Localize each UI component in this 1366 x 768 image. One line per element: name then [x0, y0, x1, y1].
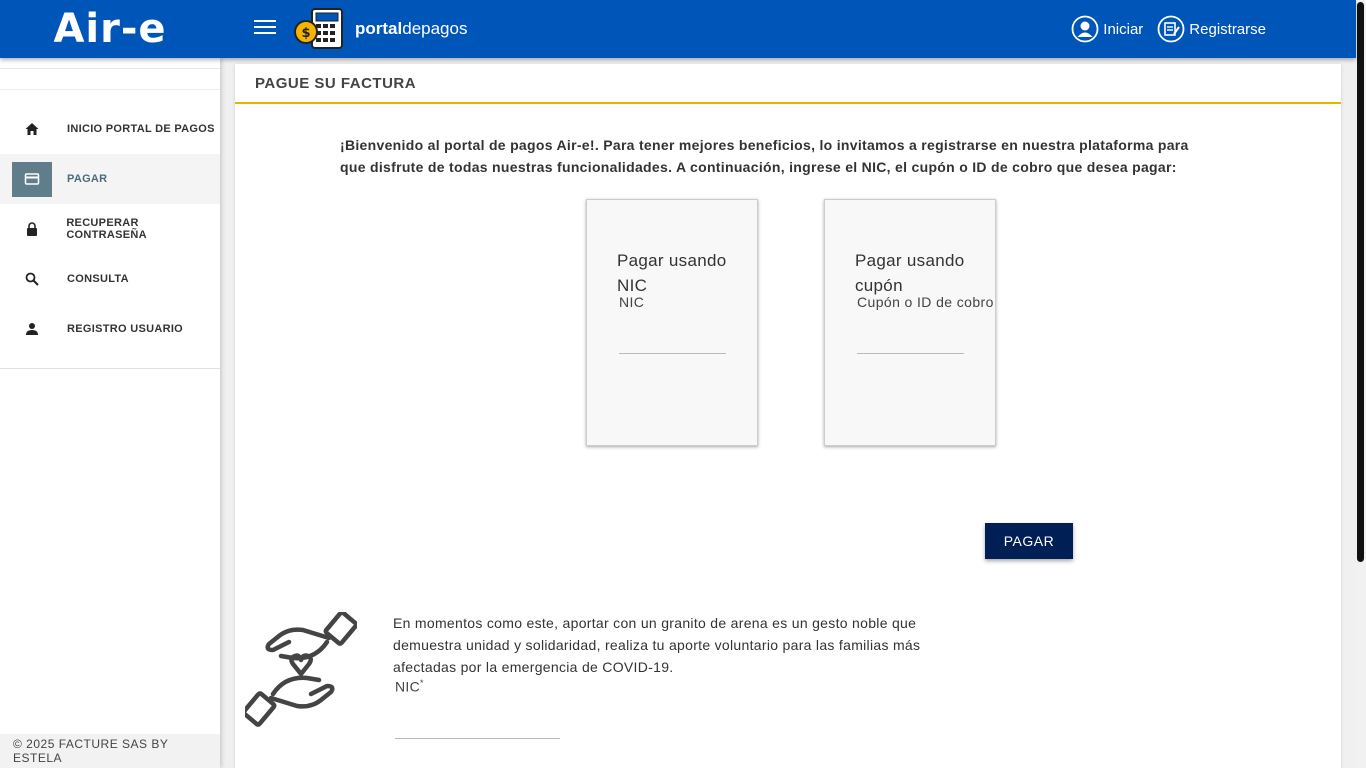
- sidebar-item-registro-usuario[interactable]: [0, 304, 220, 354]
- pay-by-coupon-option[interactable]: [824, 199, 996, 446]
- sidebar-item-label: PAGAR: [67, 173, 108, 185]
- pay-by-coupon-title: Pagar usando cupón: [855, 251, 965, 295]
- sidebar-item-label: CONSULTA: [67, 273, 129, 285]
- copyright-footer: © 2025 FACTURE SAS BY ESTELA: [0, 734, 220, 768]
- pay-by-nic-title: Pagar usando NIC: [617, 251, 727, 295]
- pay-by-nic-option[interactable]: [586, 199, 758, 446]
- page-title: PAGUE SU FACTURA: [235, 64, 1341, 104]
- sidebar-item-label: REGISTRO USUARIO: [67, 323, 184, 335]
- sidebar-item-consulta[interactable]: [0, 254, 220, 304]
- sidebar-divider: [0, 68, 220, 69]
- credit-card-icon: [24, 171, 40, 187]
- svg-text:$: $: [301, 26, 311, 41]
- nic-input[interactable]: [619, 318, 726, 354]
- logo-text: Air-e: [53, 6, 167, 52]
- hands-heart-icon: [245, 612, 357, 728]
- lock-icon: [24, 221, 40, 237]
- login-label: Iniciar: [1103, 20, 1144, 38]
- coupon-input[interactable]: [857, 318, 964, 354]
- sidebar-lower-panel: [0, 368, 220, 768]
- sidebar-item-recuperar-contrasena[interactable]: [0, 204, 220, 254]
- welcome-message: ¡Bienvenido al portal de pagos Air-e!. Para tener mejores beneficios, lo invitamos a registrarse en nuestra plataforma para que disfrute de todas nuestras funcionalidades. A continuación, ingrese el NIC, el cupón o ID de cobro que desea pagar:: [340, 137, 1189, 175]
- user-circle-icon: [1071, 15, 1099, 43]
- login-button[interactable]: [1071, 15, 1143, 43]
- portal-de-pagos-logo: [292, 8, 467, 50]
- register-button[interactable]: [1157, 15, 1266, 43]
- calculator-coin-icon: [292, 8, 350, 50]
- donation-nic-input[interactable]: [395, 704, 560, 739]
- pay-invoice-card: [235, 64, 1341, 768]
- coupon-field-label: Cupón o ID de cobro: [857, 294, 994, 310]
- header-actions: [1071, 15, 1266, 43]
- nic-field-label: NIC: [619, 294, 645, 310]
- pay-button[interactable]: PAGAR: [985, 523, 1073, 559]
- scrollbar-thumb[interactable]: [1357, 2, 1364, 562]
- search-icon: [24, 271, 40, 287]
- register-form-icon: [1157, 15, 1185, 43]
- air-e-logo[interactable]: [0, 0, 220, 58]
- donation-nic-label: NIC*: [395, 678, 424, 695]
- person-icon: [24, 321, 40, 337]
- sidebar-item-pagar[interactable]: [0, 154, 220, 204]
- sidebar-item-label: INICIO PORTAL DE PAGOS: [67, 123, 215, 135]
- top-bar: [0, 0, 1356, 58]
- donation-message: En momentos como este, aportar con un granito de arena es un gesto noble que demuestra unidad y solidaridad, realiza tu aporte voluntario para las familias más afectadas por la emergencia de COVID-19.: [393, 615, 921, 675]
- home-icon: [24, 121, 40, 137]
- menu-toggle-icon[interactable]: [254, 20, 276, 36]
- sidebar-divider: [0, 89, 220, 90]
- page-scrollbar[interactable]: [1356, 0, 1366, 768]
- sidebar-item-inicio[interactable]: [0, 104, 220, 154]
- sidebar-nav: [0, 104, 220, 354]
- register-label: Registrarse: [1189, 20, 1266, 38]
- sidebar: [0, 58, 220, 768]
- sidebar-item-label: RECUPERAR CONTRASEÑA: [66, 217, 147, 241]
- portal-logo-text: portaldepagos: [355, 19, 468, 38]
